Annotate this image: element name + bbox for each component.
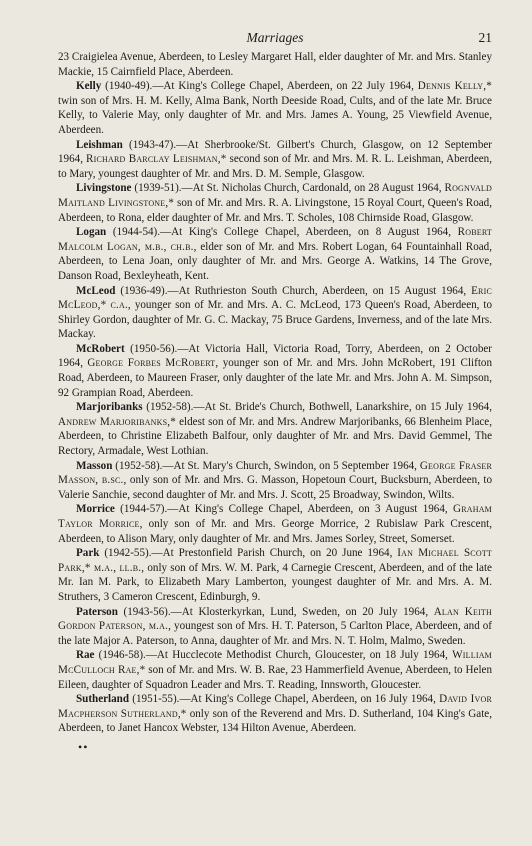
entry-surname: Livingstone xyxy=(76,182,132,195)
entry-text: only son of Mr. and Mrs. G. Masson, Hopetoun Court, Bucksburn, Aberdeen, to Valerie Sanchie, second daughter of Mr. and Mrs. J. Scott, 25 Broadway, Swindon, Wilts. xyxy=(58,474,493,501)
entry-text: second son of Mr. and Mrs. M. R. L. Leishman, Aberdeen, to Mary, youngest daughter of Mr. and Mrs. D. M. Semple, Glasgow. xyxy=(58,153,493,180)
entry-text: youngest son of Mrs. H. T. Paterson, 5 Carlton Place, Aberdeen, and of the late Major A. Paterson, to Anna, daughter of Mr. and Mrs. N. T. Holm, Malmo, Sweden. xyxy=(58,620,492,647)
page-number: 21 xyxy=(478,30,492,45)
entry-text: elder son of Mr. and Mrs. Robert Logan, 64 Fountainhall Road, Aberdeen, to Lena Joan, only daughter of Mr. and Mrs. George A. Watkins, 14 The Grove, Danson Road, Bexleyheath, Kent. xyxy=(58,240,492,282)
entry-text: —At Prestonfield Parish Church, on 20 June 1964, xyxy=(151,547,398,560)
entry-text: only son of the Reverend and Mrs. D. Sutherland, 104 King's Gate, Aberdeen, to Janet Hancox Webster, 134 Hilton Avenue, Aberdeen. xyxy=(58,707,492,735)
entry-dates: (1946-58). xyxy=(94,649,146,662)
entry-surname: McLeod xyxy=(76,284,116,297)
entry-dates: (1950-56). xyxy=(124,342,178,355)
entry-text: 23 Craigielea Avenue, Aberdeen, to Lesley Margaret Hall, elder daughter of Mr. and Mrs. Stanley Mackie, 15 Cairnfield Place, Aberdeen. xyxy=(58,51,492,78)
marriage-entries xyxy=(58,50,492,736)
entry-surname: Masson xyxy=(76,459,113,472)
entry-dates: (1944-54). xyxy=(106,226,161,239)
entry-full-name: Ian Michael Scott Park,* m.a., ll.b., xyxy=(58,547,492,574)
entry-dates: (1939-51). xyxy=(131,182,182,195)
marriage-entry xyxy=(58,546,492,604)
entry-text: —At King's College Chapel, Aberdeen, on 22 July 1964, xyxy=(152,80,418,93)
page-header xyxy=(58,30,492,50)
entry-dates: (1943-56). xyxy=(117,605,171,618)
entry-dates: (1952-58). xyxy=(112,459,163,472)
entry-text: younger son of Mr. and Mrs. John McRobert, 191 Clifton Road, Aberdeen, to Maureen Fraser, only daughter of the late Mr. and Mrs. John A. M. Simpson, 92 Grampian Road, Aberdeen. xyxy=(58,357,492,399)
marriage-entry xyxy=(58,692,492,736)
entry-full-name: Robert Malcolm Logan, m.b., ch.b., xyxy=(58,226,492,253)
entry-dates: (1944-57). xyxy=(114,503,168,516)
marriage-entry xyxy=(58,79,492,137)
entry-dates: (1952-58). xyxy=(142,401,194,414)
entry-text: son of Mr. and Mrs. W. B. Rae, 23 Hammerfield Avenue, Aberdeen, to Helen Eileen, daughter of Squadron Leader and Mrs. T. Reading, Innsworth, Gloucester. xyxy=(58,663,492,691)
marriage-entry xyxy=(58,181,492,225)
end-mark: •• xyxy=(78,739,89,754)
entry-surname: Morrice xyxy=(76,503,115,516)
marriage-entry xyxy=(58,225,492,283)
entry-dates: (1943-47). xyxy=(122,138,177,151)
entry-text: twin son of Mrs. H. M. Kelly, Alma Bank, North Deeside Road, Cults, and of the late Mr. Bruce Kelly, to Valerie May, only daughter of Mr. and Mrs. James A. Young, 25 Viewfield Avenue, Aberdeen. xyxy=(58,94,492,136)
entry-surname: Leishman xyxy=(76,138,123,151)
marriage-entry xyxy=(58,342,492,400)
entry-text: —At King's College Chapel, Aberdeen, on 3 August 1964, xyxy=(167,503,453,516)
entry-full-name: Dennis Kelly,* xyxy=(417,80,493,93)
entry-text: —At St. Nicholas Church, Cardonald, on 28 August 1964, xyxy=(181,182,445,195)
entry-full-name: George Fraser Masson, b.sc., xyxy=(58,459,492,487)
entry-text: son of Mr. and Mrs. R. A. Livingstone, 15 Royal Court, Queen's Road, Aberdeen, to Rona, elder daughter of Mr. and Mrs. T. Scholes, 108 Chirnside Road, Glasgow. xyxy=(58,196,492,224)
entry-full-name: George Forbes McRobert, xyxy=(87,357,219,370)
entry-text: —At St. Bride's Church, Bothwell, Lanarkshire, on 15 July 1964, xyxy=(193,401,492,414)
entry-text: —At Sherbrooke/St. Gilbert's Church, Glasgow, on 12 September 1964, xyxy=(58,138,492,166)
entry-full-name: Richard Barclay Leishman,* xyxy=(86,153,227,166)
marriage-entry xyxy=(58,400,492,458)
entry-surname: Marjoribanks xyxy=(76,401,143,414)
entry-text: eldest son of Mr. and Mrs. Andrew Marjoribanks, 66 Blenheim Place, Aberdeen, to Christine Elizabeth Balfour, only daughter of Mr. and Mrs. David Gemmel, The Rectory, Armadale, West Lothian. xyxy=(58,415,492,458)
running-title: Marriages xyxy=(246,30,304,45)
marriage-entry xyxy=(58,284,492,342)
entry-text: only son of Mr. and Mrs. George Morrice, 2 Rubislaw Park Crescent, Aberdeen, to Alison Mary, only daughter of Mr. and Mrs. James Sorley, Street, Somerset. xyxy=(58,518,493,545)
entry-surname: Rae xyxy=(76,649,95,662)
entry-text: —At King's College Chapel, Aberdeen, on 8 August 1964, xyxy=(160,226,458,239)
entry-text: —At Klosterkyrkan, Lund, Sweden, on 20 July 1964, xyxy=(170,605,434,618)
marriage-entry xyxy=(58,50,492,79)
entry-text: younger son of Mr. and Mrs. A. C. McLeod, 173 Queen's Road, Aberdeen, to Shirley Gordon, daughter of Mr. G. C. Mackay, 75 Bruce Gardens, Inverness, and of the late Mrs. Mackay. xyxy=(58,299,492,341)
entry-dates: (1951-55). xyxy=(129,693,180,706)
entry-text: only son of Mrs. W. M. Park, 4 Carnegie Crescent, Aberdeen, and of the late Mr. Ian M. Park, to Elizabeth Mary Lamberton, youngest daughter of Mr. and Mrs. A. M. Struthers, 3 Cameron Crescent, Edinburgh, 9. xyxy=(58,561,492,603)
entry-text: —At Ruthrieston South Church, Aberdeen, on 15 August 1964, xyxy=(167,284,472,297)
entry-full-name: Eric McLeod,* c.a., xyxy=(58,284,492,312)
entry-surname: McRobert xyxy=(76,342,125,355)
entry-full-name: Rognvald Maitland Livingstone,* xyxy=(58,182,492,209)
entry-surname: Park xyxy=(76,547,100,560)
entry-surname: Paterson xyxy=(76,605,118,618)
entry-dates: (1936-49). xyxy=(115,284,168,297)
entry-full-name: Graham Taylor Morrice, xyxy=(58,503,492,530)
marriage-entry xyxy=(58,138,492,182)
entry-full-name: David Ivor Macpherson Sutherland,* xyxy=(58,693,492,720)
entry-text: —At Hucclecote Methodist Church, Gloucester, on 18 July 1964, xyxy=(145,649,453,662)
entry-text: —At King's College Chapel, Aberdeen, on 16 July 1964, xyxy=(179,693,440,706)
entry-surname: Kelly xyxy=(76,80,102,93)
marriage-entry xyxy=(58,459,492,503)
entry-dates: (1940-49). xyxy=(101,80,153,93)
entry-text: —At St. Mary's Church, Swindon, on 5 September 1964, xyxy=(162,459,420,472)
marriage-entry xyxy=(58,605,492,649)
entry-full-name: Andrew Marjoribanks,* xyxy=(58,415,176,428)
entry-dates: (1942-55). xyxy=(99,547,152,560)
entry-surname: Sutherland xyxy=(76,693,130,706)
marriage-entry xyxy=(58,502,492,546)
marriage-entry xyxy=(58,648,492,692)
entry-full-name: William McCulloch Rae,* xyxy=(58,649,492,676)
entry-surname: Logan xyxy=(76,226,107,239)
entry-text: —At Victoria Hall, Victoria Road, Torry, Aberdeen, on 2 October 1964, xyxy=(58,342,492,370)
entry-full-name: Alan Keith Gordon Paterson, m.a., xyxy=(58,605,492,633)
